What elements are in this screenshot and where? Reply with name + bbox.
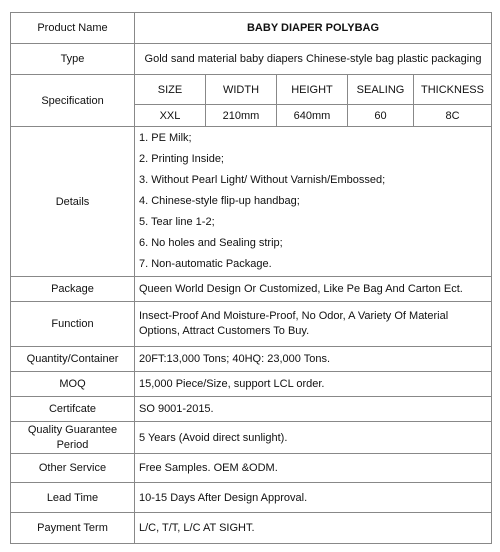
function-label: Function: [11, 302, 135, 347]
spec-col-width: WIDTH: [206, 75, 277, 105]
quantity-label: Quantity/Container: [11, 347, 135, 372]
product-spec-table: [10, 12, 492, 544]
payment-label: Payment Term: [11, 513, 135, 544]
details-item: 2. Printing Inside;: [139, 153, 224, 166]
certificate-label: Certifcate: [11, 397, 135, 422]
guarantee-label: Quality Guarantee Period: [11, 422, 135, 454]
payment-value: L/C, T/T, L/C AT SIGHT.: [135, 513, 492, 544]
package-value: Queen World Design Or Customized, Like Pe Bag And Carton Ect.: [135, 277, 492, 302]
details-list: [135, 127, 492, 277]
guarantee-value: 5 Years (Avoid direct sunlight).: [135, 422, 492, 454]
row-certificate: [11, 397, 492, 422]
details-item: 6. No holes and Sealing strip;: [139, 236, 283, 249]
details-item: 3. Without Pearl Light/ Without Varnish/Embossed;: [139, 174, 386, 187]
package-label: Package: [11, 277, 135, 302]
row-package: [11, 277, 492, 302]
row-other-service: [11, 454, 492, 483]
type-value: Gold sand material baby diapers Chinese-style bag plastic packaging: [135, 44, 492, 75]
certificate-value: SO 9001-2015.: [135, 397, 492, 422]
row-payment: [11, 513, 492, 544]
row-specification: [11, 75, 492, 105]
spec-val-size: XXL: [135, 105, 206, 127]
row-type: [11, 44, 492, 75]
quantity-value: 20FT:13,000 Tons; 40HQ: 23,000 Tons.: [135, 347, 492, 372]
moq-value: 15,000 Piece/Size, support LCL order.: [135, 372, 492, 397]
product-name-label: Product Name: [11, 13, 135, 44]
row-details: [11, 127, 492, 277]
spec-col-height: HEIGHT: [277, 75, 348, 105]
spec-val-height: 640mm: [277, 105, 348, 127]
details-item: 1. PE Milk;: [139, 132, 192, 145]
details-item: 4. Chinese-style flip-up handbag;: [139, 195, 300, 208]
row-guarantee: [11, 422, 492, 454]
lead-time-value: 10-15 Days After Design Approval.: [135, 483, 492, 513]
specification-label: Specification: [11, 75, 135, 127]
row-moq: [11, 372, 492, 397]
product-name-value: BABY DIAPER POLYBAG: [135, 13, 492, 44]
row-quantity: [11, 347, 492, 372]
spec-col-sealing: SEALING: [348, 75, 414, 105]
type-label: Type: [11, 44, 135, 75]
function-value: Insect-Proof And Moisture-Proof, No Odor, A Variety Of Material Options, Attract Customers To Buy.: [135, 302, 492, 347]
spec-col-thickness: THICKNESS: [414, 75, 492, 105]
details-label: Details: [11, 127, 135, 277]
row-lead-time: [11, 483, 492, 513]
other-service-label: Other Service: [11, 454, 135, 483]
other-service-value: Free Samples. OEM &ODM.: [135, 454, 492, 483]
spec-val-width: 210mm: [206, 105, 277, 127]
spec-val-sealing: 60: [348, 105, 414, 127]
row-function: [11, 302, 492, 347]
details-item: 7. Non-automatic Package.: [139, 257, 272, 270]
details-item: 5. Tear line 1-2;: [139, 215, 215, 228]
moq-label: MOQ: [11, 372, 135, 397]
spec-col-size: SIZE: [135, 75, 206, 105]
spec-val-thickness: 8C: [414, 105, 492, 127]
row-product-name: [11, 13, 492, 44]
lead-time-label: Lead Time: [11, 483, 135, 513]
